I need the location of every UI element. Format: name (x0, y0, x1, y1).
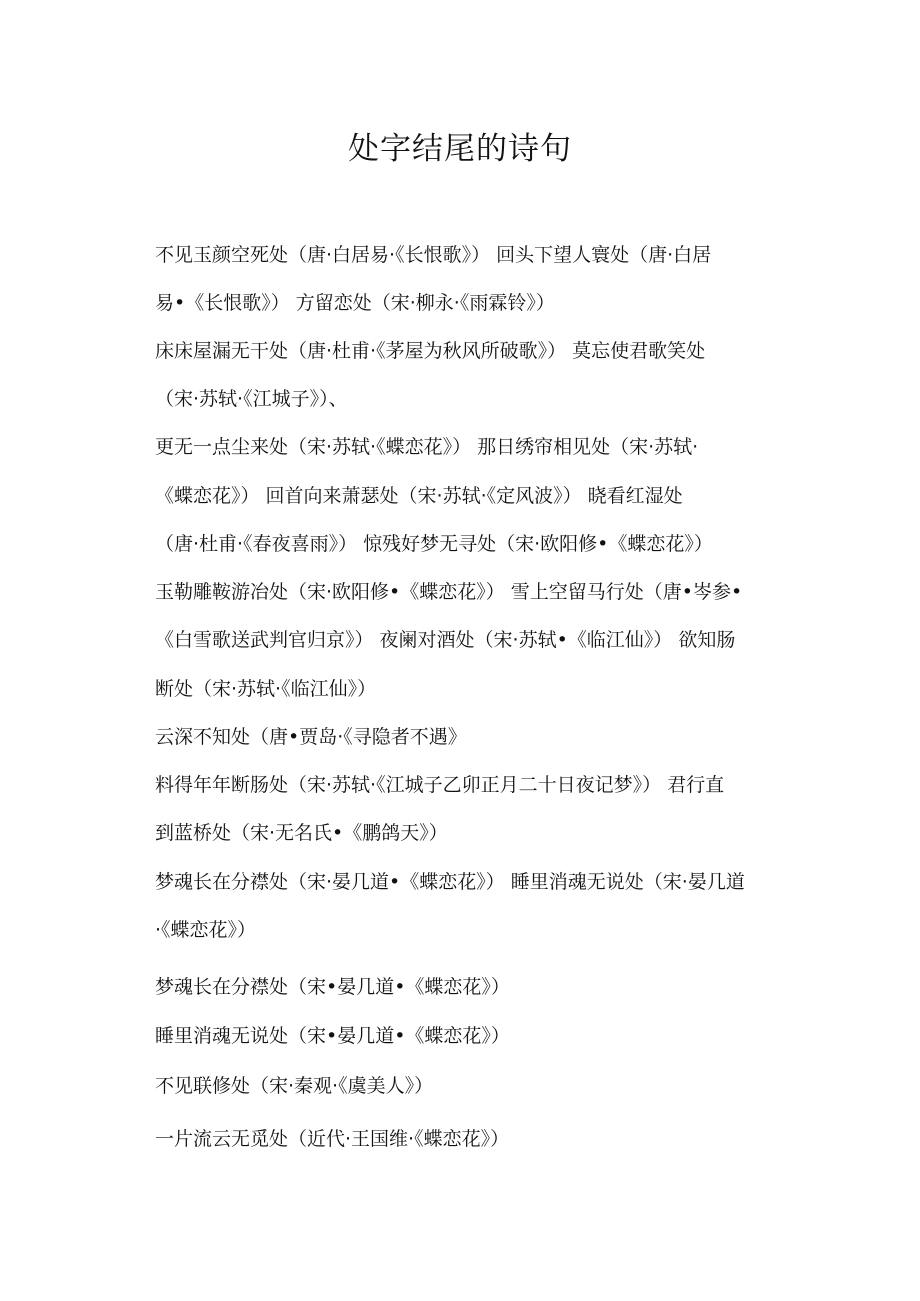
text-line: 玉勒雕鞍游冶处（宋·欧阳修•《蝶恋花》） 雪上空留马行处（唐•岑参• (155, 581, 743, 603)
text-line: ·《蝶恋花》） (155, 919, 257, 941)
text-line: 不见玉颜空死处（唐·白居易·《长恨歌》） 回头下望人寰处（唐·白居 (155, 244, 712, 266)
text-line: （宋·苏轼·《江城子》）、 (155, 388, 348, 410)
text-line: 梦魂长在分襟处（宋·晏几道•《蝶恋花》） 睡里消魂无说处（宋·晏几道 (155, 871, 745, 893)
text-line: （唐·杜甫·《春夜喜雨》） 惊残好梦无寻处（宋·欧阳修•《蝶恋花》） (155, 533, 713, 555)
text-line: 睡里消魂无说处（宋•晏几道•《蝶恋花》） (155, 1025, 510, 1047)
text-line: 料得年年断肠处（宋·苏轼·《江城子乙卯正月二十日夜记梦》） 君行直 (155, 774, 725, 796)
text-line: 云深不知处（唐•贾岛·《寻隐者不遇》 (155, 726, 467, 748)
text-line: 更无一点尘来处（宋·苏轼·《蝶恋花》） 那日绣帘相见处（宋·苏轼· (155, 436, 699, 458)
text-line: 梦魂长在分襟处（宋•晏几道•《蝶恋花》） (155, 976, 510, 998)
text-line: 到蓝桥处（宋·无名氏•《鹏鸽天》） (155, 822, 448, 844)
text-line: 《蝶恋花》） 回首向来萧瑟处（宋·苏轼·《定风波》） 晓看红湿处 (155, 485, 683, 507)
text-line: 一片流云无觅处（近代·王国维·《蝶恋花》） (155, 1128, 510, 1150)
text-line: 床床屋漏无干处（唐·杜甫·《茅屋为秋风所破歌》） 莫忘使君歌笑处 (155, 340, 706, 362)
text-line: 易•《长恨歌》） 方留恋处（宋·柳永·《雨霖铃》） (155, 292, 555, 314)
text-line: 《白雪歌送武判官归京》） 夜阑对酒处（宋·苏轼•《临江仙》） 欲知肠 (155, 629, 736, 651)
text-line: 不见联修处（宋·秦观·《虞美人》） (155, 1075, 434, 1097)
page-title: 处字结尾的诗句 (348, 131, 572, 167)
text-line: 断处（宋·苏轼·《临江仙》） (155, 678, 377, 700)
